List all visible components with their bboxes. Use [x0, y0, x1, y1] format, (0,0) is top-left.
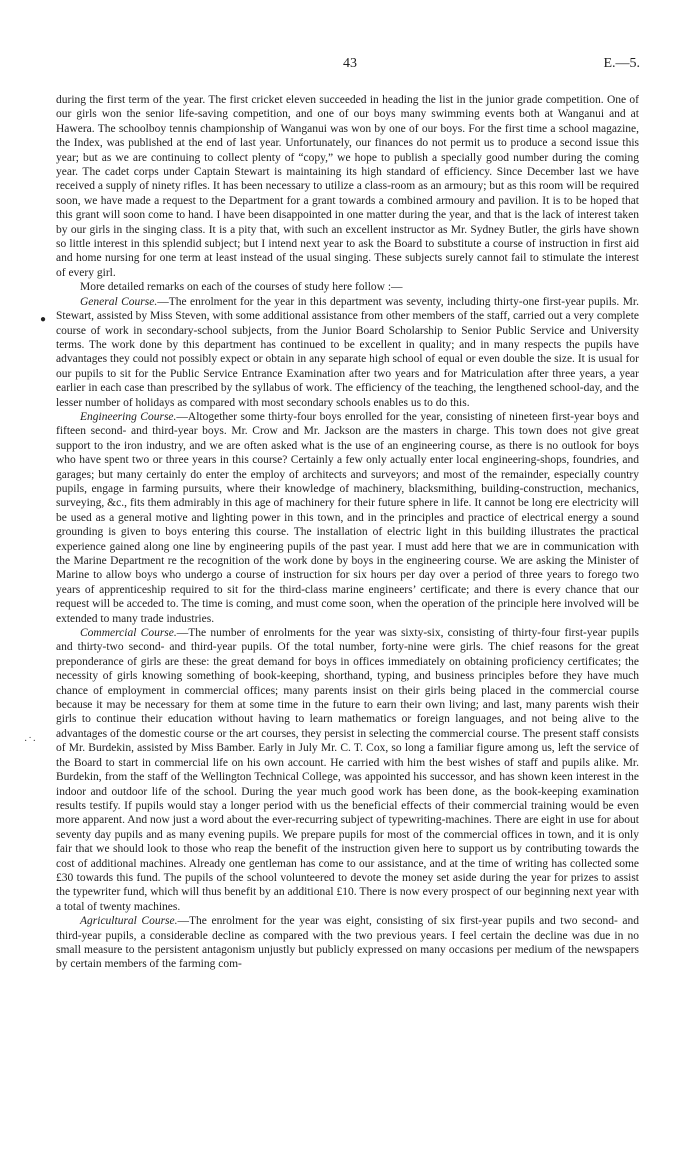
paragraph-remarks	[56, 280, 639, 294]
paragraph-agricultural-course	[56, 914, 639, 972]
document-code: E.—5.	[603, 56, 640, 71]
paragraph-commercial-course	[56, 626, 639, 914]
page-number: 43	[343, 56, 357, 71]
margin-bullet-mark: ●	[40, 314, 47, 325]
section-heading: Agricultural Course.	[80, 915, 178, 928]
paragraph-general-course	[56, 295, 639, 410]
paragraph-text: —The enrolment for the year was eight, consisting of six first-year pupils and two second- and third-year pupils, a considerable decline as compared with the two previous years. I feel certain the decline was due in no small measure to the persistent antagonism unjustly but publicly expressed on many occasions per medium of the newspapers by certain members of the farming com-	[56, 915, 640, 971]
paragraph-intro	[56, 93, 639, 280]
paragraph-text: —The enrolment for the year in this department was seventy, including thirty-one first-year pupils. Mr. Stewart, assisted by Miss Steven, with some additional assistance from other members of the staff, carried out a very complete course of work in secondary-school subjects, from the Junior Board Scholarship to Senior Public Service and University terms. The work done by this department has continued to be excellent in quality; and in many respects the pupils have advantages they could not possibly expect or obtain in any separate high school of equal or even double the size. It is usual for our pupils to sit for the Public Service Entrance Examination after two years and for Matriculation after three years, a year earlier in each case than prescribed by the syllabus of work. The efficiency of the teaching, the lengthened school-day, and the lesser number of holidays as compared with most secondary schools enables us to do this.	[56, 295, 639, 409]
paragraph-text: —Altogether some thirty-four boys enrolled for the year, consisting of nineteen first-year boys and fifteen second- and third-year boys. Mr. Crow and Mr. Jackson are the masters in charge. This town does not give great support to the iron industry, and we are often asked what is the use of an engineering course, as there is no outlook for boys who have spent two or three years in this course? Certainly a few only actually enter local engineering-shops, foundries, and garages; but many certainly do enter the employ of architects and surveyors; and most of the remainder, especially country pupils, engage in farming pursuits, where their knowledge of machinery, blacksmithing, building-construction, mechanics, surveying, &c., fits them admirably in this age of machinery for their future sphere in life. It cannot be long ere electricity will be used as a general motive and lighting power in this town, and in the principles and practice of electrical energy a sound grounding is given to boys entering this course. The installation of electric light in this building illustrates the practical experience gained along one line by engineering pupils of the past year. I must add here that we are in communication with the Marine Department re the recognition of the work done by boys in the engineering course. We are asking the Minister of Marine to allow boys who undergo a course of instruction for six hours per day over a period of three years to forego two years of apprenticeship required to sit for the third-class marine engineers’ certificate; and there is every chance that our request will be acceded to. The time is coming, and must come soon, when the operation of the principle here involved will be extended to many trade industries.	[56, 410, 639, 625]
paragraph-text: More detailed remarks on each of the courses of study here follow :—	[80, 281, 403, 294]
section-heading: Engineering Course.	[80, 410, 177, 423]
paragraph-engineering-course	[56, 410, 639, 626]
margin-stray-mark: ·˙·	[24, 736, 37, 747]
paragraph-text: during the first term of the year. The first cricket eleven succeeded in heading the list in the junior grade competition. One of our girls won the senior life-saving competition, and one of our boys many swimming events both at Wanganui and at Hawera. The schoolboy tennis championship of Wanganui was won by one of our boys. For the first time a school magazine, the Index, was published at the end of last year. Unfortunately, our finances do not permit us to produce a second issue this year; but as we are continuing to collect plenty of “copy,” we hope to publish a specially good number during the coming year. The cadet corps under Captain Stewart is maintaining its high standard of efficiency. Since December last we have received a supply of ninety rifles. It has been necessary to utilize a class-room as an armoury; but as this room will be required soon, we have made a request to the Department for a grant towards a combined armoury and pavilion. It is to be hoped that this grant will soon come to hand. I have been disappointed in one matter during the year, and that is the lack of interest taken by our girls in the singing class. It is a pity that, with such an excellent instructor as Mr. Sydney Butler, the girls have shown so little interest in this splendid subject; but I intend next year to ask the Board to substitute a course of instruction in first aid and home nursing for one term at least instead of the usual singing. These subjects surely cannot fail to stimulate the interest of every girl.	[56, 94, 639, 279]
paragraph-text: —The number of enrolments for the year was sixty-six, consisting of thirty-four first-year pupils and thirty-two second- and third-year pupils. Of the total number, forty-nine were girls. The chief reasons for the great preponderance of girls are these: the great demand for boys in offices immediately on obtaining proficiency certificates; the necessity of girls knowing something of book-keeping, shorthand, typing, and business principles before they have much chance of employment in commercial offices; many parents insist on their girls being placed in the commercial course because it may be necessary for them at some time in the future to earn their own living; and last, many parents wish their girls to continue their education without having to learn mathematics or foreign languages, and not being alive to the advantages of the domestic course or the art courses, they persist in selecting the commercial course. The present staff consists of Mr. Burdekin, assisted by Miss Bamber. Early in July Mr. C. T. Cox, so long a familiar figure among us, left the service of the Board to start in commercial life on his own account. He carried with him the best wishes of staff and pupils alike. Mr. Burdekin, from the staff of the Wellington Technical College, was appointed his successor, and has shown keen interest in the indoor and outdoor life of the school. During the year much good work has been done, as the book-keeping examination results testify. If pupils would stay a longer period with us the beneficial effects of their commercial training would be even more apparent. And now just a word about the ever-recurring subject of typewriting-machines. There are eight in use for about seventy day pupils and as many evening pupils. We prepare pupils for most of the commercial offices in town, and it is only fair that we should look to those who reap the benefit of the instruction given here to support us by contributing towards the cost of additional machines. Already one gentleman has come to our assistance, and at the time of writing has collected some £30 towards this fund. The pupils of the school volunteered to devote the money set aside during the year for prizes to assist the typewriter fund, which will thus benefit by an additional £10. There is now every prospect of our beginning next year with a total of twenty machines.	[56, 627, 639, 913]
page-header	[60, 56, 640, 78]
section-heading: General Course.	[80, 295, 158, 308]
body-text	[56, 93, 639, 972]
section-heading: Commercial Course.	[80, 627, 177, 640]
